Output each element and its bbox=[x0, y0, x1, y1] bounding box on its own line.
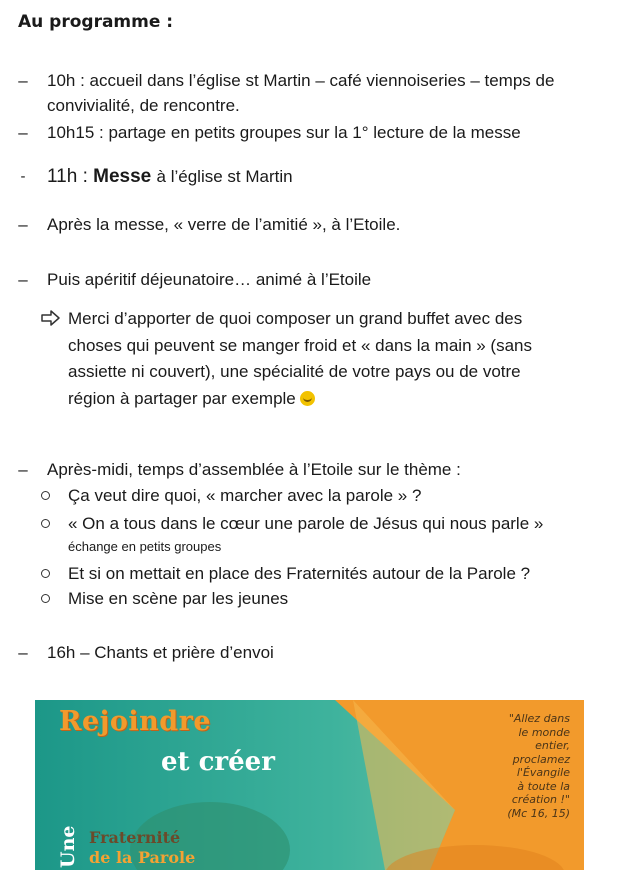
item-bold: Messe bbox=[93, 166, 152, 187]
dash-bullet: – bbox=[18, 643, 28, 662]
quote-line: (Mc 16, 15) bbox=[507, 806, 570, 820]
smiley-icon bbox=[300, 391, 315, 406]
banner-quote bbox=[450, 712, 570, 820]
dash-bullet: – bbox=[18, 71, 28, 90]
banner-subtitle: et créer bbox=[161, 747, 275, 777]
sub-item-text: Et si on mettait en place des Fraternités autour de la Parole ? bbox=[68, 564, 531, 583]
banner-title: Rejoindre bbox=[59, 706, 212, 737]
sub-item-text: Ça veut dire quoi, « marcher avec la parole » ? bbox=[68, 486, 422, 505]
banner-fraternite: Fraternité bbox=[89, 828, 181, 847]
page-title: Au programme : bbox=[18, 12, 174, 32]
item-text: à l’église st Martin bbox=[156, 167, 293, 186]
dash-bullet: – bbox=[18, 215, 28, 234]
circle-bullet-icon bbox=[41, 569, 50, 578]
item-text: 16h – Chants et prière d’envoi bbox=[47, 643, 274, 662]
banner-image bbox=[35, 700, 584, 870]
right-arrow-icon bbox=[40, 309, 62, 327]
item-text: Après-midi, temps d’assemblée à l’Etoile sur le thème : bbox=[47, 460, 461, 479]
item-text: 10h15 : partage en petits groupes sur la 1° lecture de la messe bbox=[47, 123, 521, 142]
sub-item-text: « On a tous dans le cœur une parole de Jésus qui nous parle » bbox=[68, 514, 544, 533]
sub-item-text: Mise en scène par les jeunes bbox=[68, 589, 289, 608]
dash-bullet: - bbox=[20, 168, 26, 185]
quote-line: l'Évangile bbox=[516, 766, 570, 779]
dash-bullet: – bbox=[18, 270, 28, 289]
circle-bullet-icon bbox=[41, 519, 50, 528]
item-text: 10h : accueil dans l’église st Martin – café viennoiseries – temps de convivialité, de rencontre. bbox=[47, 71, 555, 115]
item-text: Après la messe, « verre de l’amitié », à l’Etoile. bbox=[47, 215, 401, 234]
banner-parole: de la Parole bbox=[89, 848, 196, 867]
circle-bullet-icon bbox=[41, 491, 50, 500]
item-text: Puis apéritif déjeunatoire… animé à l’Etoile bbox=[47, 270, 372, 289]
item-time: 11h : bbox=[47, 166, 88, 187]
quote-line: création !" bbox=[511, 793, 570, 806]
quote-line: à toute la bbox=[517, 779, 570, 793]
sub-item-note: échange en petits groupes bbox=[68, 539, 222, 554]
circle-bullet-icon bbox=[41, 594, 50, 603]
banner-une: Une bbox=[57, 825, 79, 868]
quote-line: proclamez bbox=[512, 752, 570, 766]
quote-line: le monde bbox=[518, 725, 570, 739]
buffet-text: Merci d’apporter de quoi composer un grand buffet avec des choses qui peuvent se manger froid et « dans la main » (sans assiette ni couvert), une spécialité de votre pays ou de votre région à partager par exemple bbox=[68, 309, 532, 408]
dash-bullet: – bbox=[18, 460, 28, 479]
dash-bullet: – bbox=[18, 123, 28, 142]
quote-line: entier, bbox=[535, 739, 570, 752]
quote-line: "Allez dans bbox=[508, 712, 570, 725]
